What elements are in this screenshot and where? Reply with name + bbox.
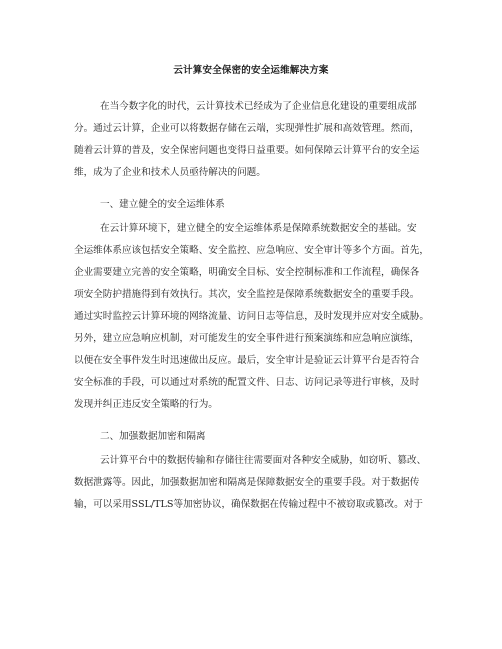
paragraph-line: 企业需要建立完善的安全策略，明确安全目标、安全控制标准和工作流程，确保各 <box>74 267 420 278</box>
paragraph-line: 数据泄露等。因此，加强数据加密和隔离是保障数据安全的重要手段。对于数据传 <box>74 477 420 488</box>
section-heading-2: 二、加强数据加密和隔离 <box>100 431 206 442</box>
paragraph-line: 安全标准的手段，可以通过对系统的配置文件、日志、访问记录等进行审核，及时 <box>74 377 420 388</box>
paragraph-line: 另外，建立应急响应机制，对可能发生的安全事件进行预案演练和应急响应演练， <box>74 333 420 344</box>
intro-line: 维，成为了企业和技术人员亟待解决的问题。 <box>74 167 266 178</box>
intro-line: 分。通过云计算，企业可以将数据存储在云端，实现弹性扩展和高效管理。然而， <box>74 123 420 134</box>
intro-line: 随着云计算的普及，安全保密问题也变得日益重要。如何保障云计算平台的安全运 <box>74 145 420 156</box>
intro-line: 在当今数字化的时代，云计算技术已经成为了企业信息化建设的重要组成部 <box>100 101 417 112</box>
paragraph-line: 项安全防护措施得到有效执行。其次，安全监控是保障系统数据安全的重要手段。 <box>74 289 420 300</box>
paragraph-line: 云计算平台中的数据传输和存储往往需要面对各种安全威胁，如窃听、篡改、 <box>100 455 427 466</box>
paragraph-line: 输，可以采用SSL/TLS等加密协议，确保数据在传输过程中不被窃取或篡改。对于 <box>74 499 423 510</box>
document-title: 云计算安全保密的安全运维解决方案 <box>173 65 329 76</box>
paragraph-line: 全运维体系应该包括安全策略、安全监控、应急响应、安全审计等多个方面。首先， <box>74 245 429 256</box>
paragraph-line: 在云计算环境下，建立健全的安全运维体系是保障系统数据安全的基础。安 <box>100 223 417 234</box>
section-heading-1: 一、建立健全的安全运维体系 <box>100 199 225 210</box>
paragraph-line: 发现并纠正违反安全策略的行为。 <box>74 399 218 410</box>
paragraph-line: 通过实时监控云计算环境的网络流量、访问日志等信息，及时发现并应对安全威胁。 <box>74 311 429 322</box>
paragraph-line: 以便在安全事件发生时迅速做出反应。最后，安全审计是验证云计算平台是否符合 <box>74 355 420 366</box>
